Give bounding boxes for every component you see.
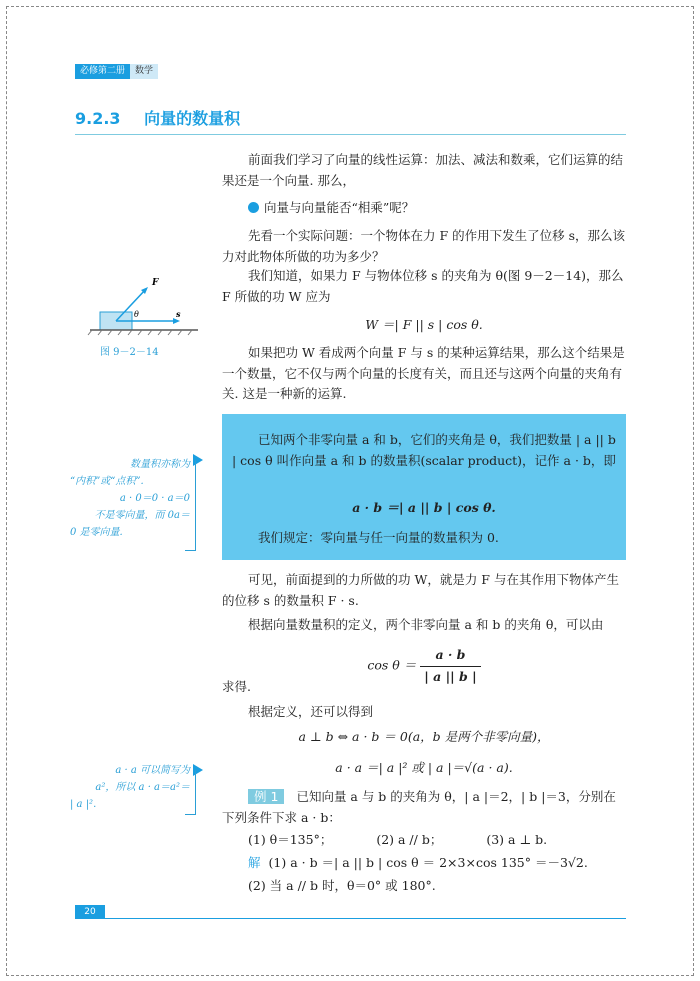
solution-1: [248, 853, 626, 874]
condition: (3) a ⊥ b.: [486, 832, 548, 847]
note-line: a²，所以 a · a＝a²＝: [95, 782, 190, 793]
cos-lhs: cos θ ＝: [367, 657, 417, 673]
condition: (2) a // b；: [376, 832, 443, 847]
example-text: 已知向量 a 与 b 的夹角为 θ，| a |＝2，| b |＝3，分别在下列条件下求 a · b：: [222, 789, 616, 825]
paragraph-new-operation: 如果把功 W 看成两个向量 F 与 s 的某种运算结果，那么这个结果是一个数量，它不仅与两个向量的长度有关，而且还与这两个向量的夹角有关. 这是一种新的运算.: [222, 345, 625, 401]
denominator: | a || b |: [424, 668, 477, 684]
note-line: “内积”或“点积”.: [70, 476, 144, 487]
margin-note-inner-product: [70, 456, 190, 541]
page-number: 20: [75, 905, 105, 919]
note-line: 数量积亦称为: [130, 459, 190, 470]
title-divider: [75, 134, 626, 135]
note-line: a · 0＝0 · a＝0: [119, 493, 190, 504]
bullet-icon: [248, 202, 259, 213]
force-diagram: [80, 272, 200, 342]
note-line: | a |².: [70, 799, 97, 810]
question-text: 向量与向量能否“相乘”呢？: [264, 200, 415, 215]
note-line: 不是零向量，而 0a＝: [94, 510, 190, 521]
label-theta: θ: [134, 310, 139, 319]
section-heading: 向量的数量积: [144, 109, 241, 128]
section-number: 9.2.3: [75, 109, 121, 128]
section-title: [75, 106, 240, 129]
note-bracket: [185, 460, 196, 551]
margin-note-square: [70, 762, 190, 813]
formula-work: W ＝| F || s | cos θ.: [365, 317, 483, 332]
condition: (1) θ＝135°；: [248, 832, 333, 847]
label-F: F: [152, 278, 159, 288]
note-line: 0 是零向量.: [70, 527, 123, 538]
paragraph-obtain: 求得.: [222, 679, 251, 694]
solution-text: (1) a · b ＝| a || b | cos θ ＝ 2×3×cos 135° ＝－3√2.: [268, 855, 588, 870]
label-s: s: [176, 309, 181, 319]
paragraph-work-as-product: 可见，前面提到的力所做的功 W，就是力 F 与在其作用下物体产生的位移 s 的数量积 F · s.: [222, 572, 619, 608]
paragraph-by-definition: 根据定义，还可以得到: [248, 704, 374, 719]
solution-2: (2) 当 a // b 时，θ＝0° 或 180°.: [248, 878, 436, 893]
formula-perpendicular: a ⊥ b ⇔ a · b ＝ 0(a，b 是两个非零向量)，: [298, 729, 550, 744]
book-label: 必修第二册: [75, 64, 130, 79]
formula-square: a · a ＝| a |² 或 | a |＝√(a · a).: [335, 760, 513, 775]
definition-formula: a · b ＝| a || b | cos θ.: [352, 500, 496, 515]
paragraph-angle: 根据向量数量积的定义，两个非零向量 a 和 b 的夹角 θ，可以由: [248, 617, 604, 632]
question-line: [222, 198, 626, 219]
subject-label: 数学: [130, 64, 158, 79]
definition-rule: 我们规定：零向量与任一向量的数量积为 0.: [258, 530, 499, 545]
example-tag: 例 1: [248, 789, 284, 804]
note-line: a · a 可以简写为: [115, 765, 190, 776]
paragraph-work: 我们知道，如果力 F 与物体位移 s 的夹角为 θ(图 9－2－14)，那么 F 所做的功 W 应为: [222, 268, 624, 304]
paragraph-intro: 前面我们学习了向量的线性运算：加法、减法和数乘，它们运算的结果还是一个向量. 那么，: [222, 152, 624, 188]
paragraph-problem: 先看一个实际问题：一个物体在力 F 的作用下发生了位移 s，那么该力对此物体所做的功为多少？: [222, 228, 626, 264]
definition-text: 已知两个非零向量 a 和 b，它们的夹角是 θ，我们把数量 | a || b | cos θ 叫作向量 a 和 b 的数量积(scalar product)，记作 a · b，即: [232, 432, 616, 468]
figure-caption: 图 9－2－14: [100, 347, 159, 358]
example-conditions: [248, 830, 626, 851]
note-bracket: [185, 770, 196, 815]
solution-tag: 解: [248, 855, 261, 870]
numerator: a · b: [420, 645, 480, 667]
running-header: [75, 64, 158, 79]
footer-divider: [75, 918, 626, 919]
example-1: [222, 787, 626, 828]
